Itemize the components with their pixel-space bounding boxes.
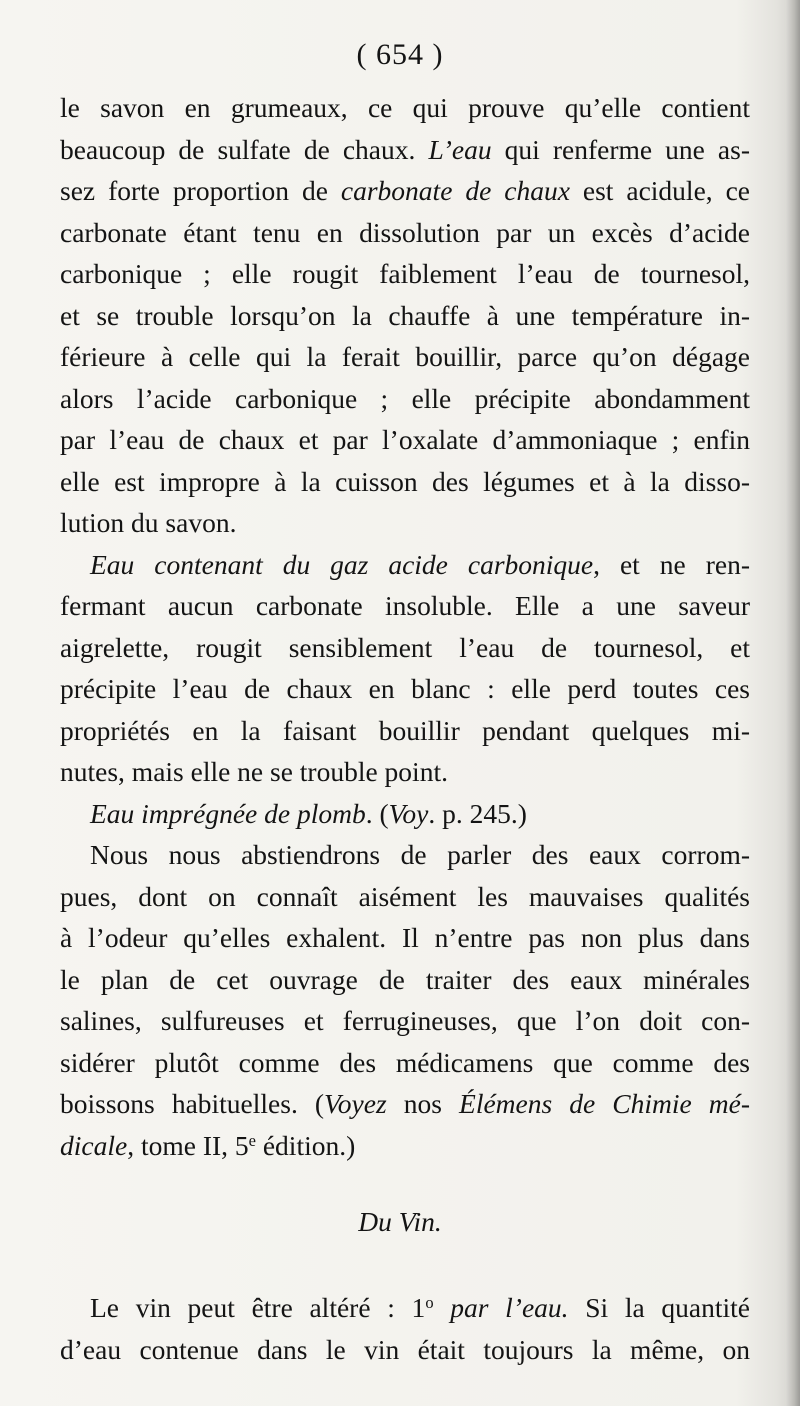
section-heading: Du Vin. bbox=[358, 1206, 442, 1237]
text-run: carbonique ; elle rougit faiblement l’eau de tournesol, bbox=[60, 258, 750, 289]
text-line bbox=[60, 585, 750, 627]
text-line bbox=[60, 959, 750, 1001]
text-line bbox=[60, 336, 750, 378]
text-line bbox=[60, 378, 750, 420]
text-line bbox=[60, 253, 750, 295]
text-line bbox=[60, 1329, 750, 1371]
text-line bbox=[60, 1083, 750, 1125]
text-line bbox=[60, 295, 750, 337]
text-line bbox=[60, 834, 750, 876]
text-line bbox=[60, 793, 750, 835]
text-line bbox=[60, 419, 750, 461]
text-line bbox=[60, 668, 750, 710]
text-run: et se trouble lorsqu’on la chauffe à une température in- bbox=[60, 299, 750, 331]
page-edge-shadow bbox=[786, 0, 800, 1406]
text-run: par l’eau de chaux et par l’oxalate d’ammoniaque ; enfin bbox=[60, 424, 750, 455]
italic-text: Eau contenant du gaz acide carbonique bbox=[90, 548, 594, 580]
text-line bbox=[60, 1000, 750, 1042]
text-run: . ( bbox=[365, 797, 389, 829]
text-line bbox=[60, 627, 750, 669]
text-line bbox=[60, 461, 750, 503]
text-line bbox=[60, 1125, 750, 1167]
text-run: édition.) bbox=[255, 1129, 356, 1161]
text-line bbox=[60, 544, 750, 586]
text-run: salines, sulfureuses et ferrugineuses, que l’on doit con- bbox=[60, 1005, 750, 1036]
text-run: propriétés en la faisant bouillir pendant quelques mi- bbox=[60, 714, 750, 746]
text-line bbox=[60, 1287, 750, 1329]
text-line bbox=[60, 212, 750, 254]
italic-text: dicale bbox=[60, 1129, 128, 1161]
text-line bbox=[60, 917, 750, 959]
text-run: , et ne ren- bbox=[593, 548, 750, 580]
text-run: Le vin peut être altéré : 1 bbox=[90, 1292, 426, 1323]
body-text-continued bbox=[60, 1287, 750, 1370]
text-run: fermant aucun carbonate insoluble. Elle a une saveur bbox=[60, 590, 750, 621]
text-run: d’eau contenue dans le vin était toujours la même, on bbox=[60, 1333, 750, 1365]
text-run: aigrelette, rougit sensiblement l’eau de tournesol, et bbox=[60, 631, 750, 663]
text-line bbox=[60, 710, 750, 752]
text-line bbox=[60, 129, 750, 171]
text-run: sez forte proportion de bbox=[60, 175, 341, 206]
text-line bbox=[60, 1042, 750, 1084]
text-line bbox=[60, 502, 750, 544]
text-run: est acidule, ce bbox=[569, 175, 751, 206]
italic-text: L’eau bbox=[428, 133, 492, 165]
text-run: nutes, mais elle ne se trouble point. bbox=[60, 756, 448, 787]
text-run: sidérer plutôt comme des médicamens que comme des bbox=[60, 1046, 750, 1078]
text-run: nos bbox=[386, 1088, 460, 1119]
text-run: Si la quantité bbox=[568, 1292, 750, 1323]
text-run: o bbox=[425, 1292, 434, 1312]
text-line bbox=[60, 876, 750, 918]
text-line bbox=[60, 751, 750, 793]
text-run: férieure à celle qui la ferait bouillir, parce qu’on dégage bbox=[60, 341, 750, 372]
text-run: carbonate étant tenu en dissolution par un excès d’acide bbox=[60, 216, 750, 248]
text-run: le plan de cet ouvrage de traiter des eaux minérales bbox=[60, 963, 750, 995]
text-run: e bbox=[248, 1130, 256, 1150]
text-run: précipite l’eau de chaux en blanc : elle perd toutes ces bbox=[60, 673, 750, 704]
text-run: le savon en grumeaux, ce qui prouve qu’elle contient bbox=[60, 92, 750, 123]
italic-text: Eau imprégnée de plomb bbox=[90, 797, 366, 829]
text-run: lution du savon. bbox=[60, 507, 237, 538]
italic-text: par l’eau. bbox=[450, 1292, 569, 1323]
italic-text: carbonate de chaux bbox=[340, 175, 570, 206]
text-line bbox=[60, 87, 750, 129]
text-run: qui renferme une as- bbox=[491, 133, 750, 165]
text-run: alors l’acide carbonique ; elle précipite abondamment bbox=[60, 382, 750, 414]
text-run: beaucoup de sulfate de chaux. bbox=[60, 133, 429, 165]
italic-text: Élémens de Chimie mé- bbox=[459, 1088, 750, 1119]
text-run bbox=[434, 1292, 451, 1323]
text-run: , tome II, 5 bbox=[127, 1129, 249, 1161]
text-run: . p. 245.) bbox=[428, 797, 527, 829]
text-line bbox=[60, 170, 750, 212]
italic-text: Voyez bbox=[324, 1088, 387, 1119]
page-number: ( 654 ) bbox=[356, 38, 444, 71]
text-run: elle est impropre à la cuisson des légumes et à la disso- bbox=[60, 465, 750, 497]
text-run: à l’odeur qu’elles exhalent. Il n’entre pas non plus dans bbox=[60, 922, 750, 953]
body-text bbox=[60, 87, 750, 1166]
italic-text: Voy bbox=[388, 797, 429, 829]
text-run: Nous nous abstiendrons de parler des eaux corrom- bbox=[90, 839, 750, 870]
text-run: pues, dont on connaît aisément les mauvaises qualités bbox=[60, 880, 750, 912]
text-run: boissons habituelles. ( bbox=[60, 1088, 325, 1119]
